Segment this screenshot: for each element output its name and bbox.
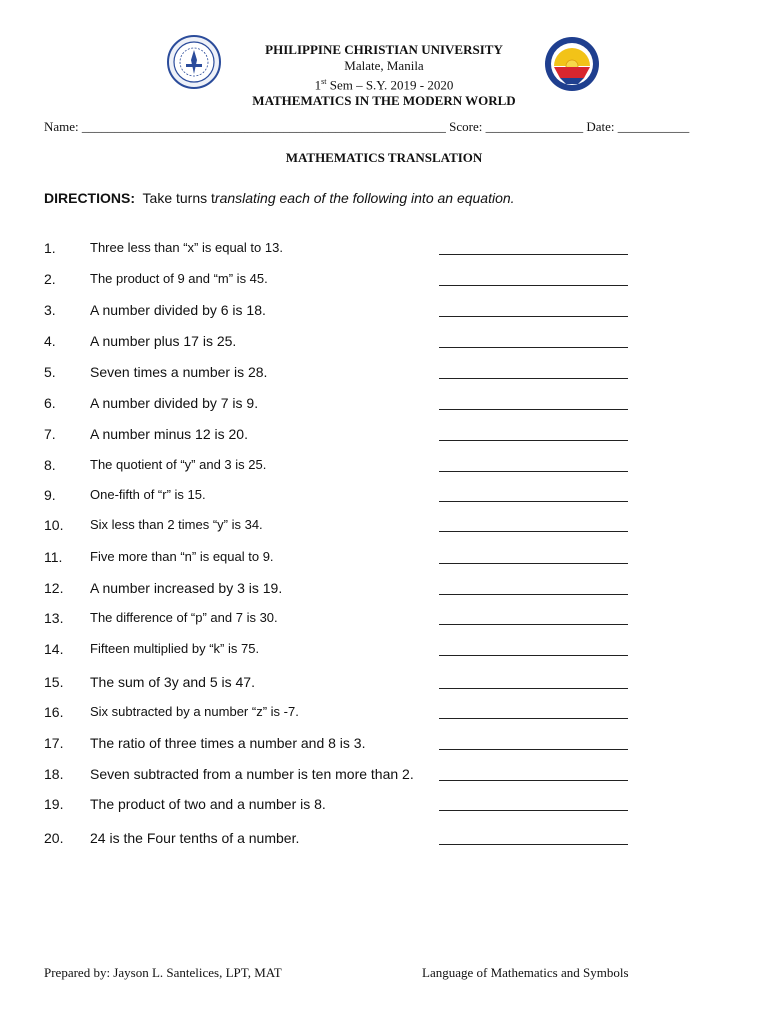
item-text: Three less than “x” is equal to 13. bbox=[90, 240, 283, 255]
student-info-line bbox=[44, 119, 724, 135]
answer-line[interactable] bbox=[439, 501, 628, 502]
item-text: A number divided by 6 is 18. bbox=[90, 302, 266, 318]
list-item bbox=[44, 796, 644, 816]
item-number: 14. bbox=[44, 641, 64, 657]
answer-line[interactable] bbox=[439, 254, 628, 255]
directions-text-italic: ranslating each of the following into an equation. bbox=[214, 190, 515, 206]
item-number: 6. bbox=[44, 395, 56, 411]
item-text: Fifteen multiplied by “k” is 75. bbox=[90, 641, 260, 656]
answer-line[interactable] bbox=[439, 688, 628, 689]
answer-line[interactable] bbox=[439, 440, 628, 441]
answer-line[interactable] bbox=[439, 531, 628, 532]
list-item bbox=[44, 580, 644, 600]
item-number: 5. bbox=[44, 364, 56, 380]
list-item bbox=[44, 735, 644, 755]
item-text: A number minus 12 is 20. bbox=[90, 426, 248, 442]
name-field[interactable]: ________________________________________________________ bbox=[81, 119, 446, 134]
list-item bbox=[44, 302, 644, 322]
list-item bbox=[44, 674, 644, 694]
date-label: Date: bbox=[586, 119, 615, 134]
item-number: 16. bbox=[44, 704, 64, 720]
date-field[interactable]: ___________ bbox=[617, 119, 690, 134]
item-text: The product of two and a number is 8. bbox=[90, 796, 326, 812]
list-item bbox=[44, 549, 644, 569]
name-label: Name: bbox=[44, 119, 79, 134]
item-number: 9. bbox=[44, 487, 56, 503]
semester-suffix: st bbox=[321, 77, 327, 86]
item-number: 19. bbox=[44, 796, 64, 812]
item-number: 15. bbox=[44, 674, 64, 690]
directions-label: DIRECTIONS: bbox=[44, 190, 135, 206]
document-header bbox=[0, 42, 768, 109]
answer-line[interactable] bbox=[439, 655, 628, 656]
answer-line[interactable] bbox=[439, 563, 628, 564]
answer-line[interactable] bbox=[439, 316, 628, 317]
semester-rest: Sem – S.Y. 2019 - 2020 bbox=[326, 77, 454, 93]
item-text: A number divided by 7 is 9. bbox=[90, 395, 259, 411]
list-item bbox=[44, 830, 644, 850]
score-label: Score: bbox=[449, 119, 483, 134]
item-number: 3. bbox=[44, 302, 56, 318]
directions-text-plain: Take turns t bbox=[142, 190, 215, 206]
answer-line[interactable] bbox=[439, 844, 628, 845]
university-location: Malate, Manila bbox=[344, 58, 424, 73]
item-text: Seven times a number is 28. bbox=[90, 364, 268, 380]
list-item bbox=[44, 487, 644, 507]
item-text: The ratio of three times a number and 8 is 3. bbox=[90, 735, 366, 751]
answer-line[interactable] bbox=[439, 780, 628, 781]
item-text: Seven subtracted from a number is ten more than 2. bbox=[90, 766, 414, 782]
item-text: Five more than “n” is equal to 9. bbox=[90, 549, 274, 564]
list-item bbox=[44, 333, 644, 353]
item-text: The product of 9 and “m” is 45. bbox=[90, 271, 268, 286]
answer-line[interactable] bbox=[439, 810, 628, 811]
item-text: 24 is the Four tenths of a number. bbox=[90, 830, 300, 846]
item-text: A number plus 17 is 25. bbox=[90, 333, 237, 349]
directions bbox=[44, 190, 515, 206]
item-text: The sum of 3y and 5 is 47. bbox=[90, 674, 255, 690]
answer-line[interactable] bbox=[439, 409, 628, 410]
footer-prepared-by: Prepared by: Jayson L. Santelices, LPT, MAT bbox=[44, 965, 282, 980]
answer-line[interactable] bbox=[439, 624, 628, 625]
item-number: 1. bbox=[44, 240, 56, 256]
list-item bbox=[44, 610, 644, 630]
footer-topic: Language of Mathematics and Symbols bbox=[422, 965, 629, 980]
list-item bbox=[44, 766, 644, 786]
item-number: 8. bbox=[44, 457, 56, 473]
answer-line[interactable] bbox=[439, 347, 628, 348]
item-number: 7. bbox=[44, 426, 56, 442]
item-number: 10. bbox=[44, 517, 64, 533]
answer-line[interactable] bbox=[439, 471, 628, 472]
answer-line[interactable] bbox=[439, 378, 628, 379]
item-text: Six less than 2 times “y” is 34. bbox=[90, 517, 263, 532]
item-number: 12. bbox=[44, 580, 64, 596]
list-item bbox=[44, 457, 644, 477]
course-title: MATHEMATICS IN THE MODERN WORLD bbox=[252, 93, 516, 109]
list-item bbox=[44, 395, 644, 415]
list-item bbox=[44, 271, 644, 291]
item-number: 11. bbox=[44, 549, 63, 565]
item-number: 17. bbox=[44, 735, 64, 751]
semester-line bbox=[0, 74, 768, 93]
item-number: 18. bbox=[44, 766, 64, 782]
list-item bbox=[44, 641, 644, 661]
list-item bbox=[44, 517, 644, 537]
answer-line[interactable] bbox=[439, 594, 628, 595]
item-number: 4. bbox=[44, 333, 56, 349]
answer-line[interactable] bbox=[439, 718, 628, 719]
list-item bbox=[44, 364, 644, 384]
item-number: 20. bbox=[44, 830, 64, 846]
semester-number: 1 bbox=[314, 77, 322, 93]
list-item bbox=[44, 240, 644, 260]
answer-line[interactable] bbox=[439, 285, 628, 286]
answer-line[interactable] bbox=[439, 749, 628, 750]
list-item bbox=[44, 704, 644, 724]
score-field[interactable]: _______________ bbox=[485, 119, 584, 134]
item-text: A number increased by 3 is 19. bbox=[90, 580, 283, 596]
item-number: 13. bbox=[44, 610, 64, 626]
item-text: One-fifth of “r” is 15. bbox=[90, 487, 206, 502]
item-text: The quotient of “y” and 3 is 25. bbox=[90, 457, 267, 472]
university-name: PHILIPPINE CHRISTIAN UNIVERSITY bbox=[265, 42, 503, 57]
item-text: Six subtracted by a number “z” is -7. bbox=[90, 704, 299, 719]
worksheet-title: MATHEMATICS TRANSLATION bbox=[285, 150, 483, 165]
item-number: 2. bbox=[44, 271, 56, 287]
list-item bbox=[44, 426, 644, 446]
item-text: The difference of “p” and 7 is 30. bbox=[90, 610, 278, 625]
